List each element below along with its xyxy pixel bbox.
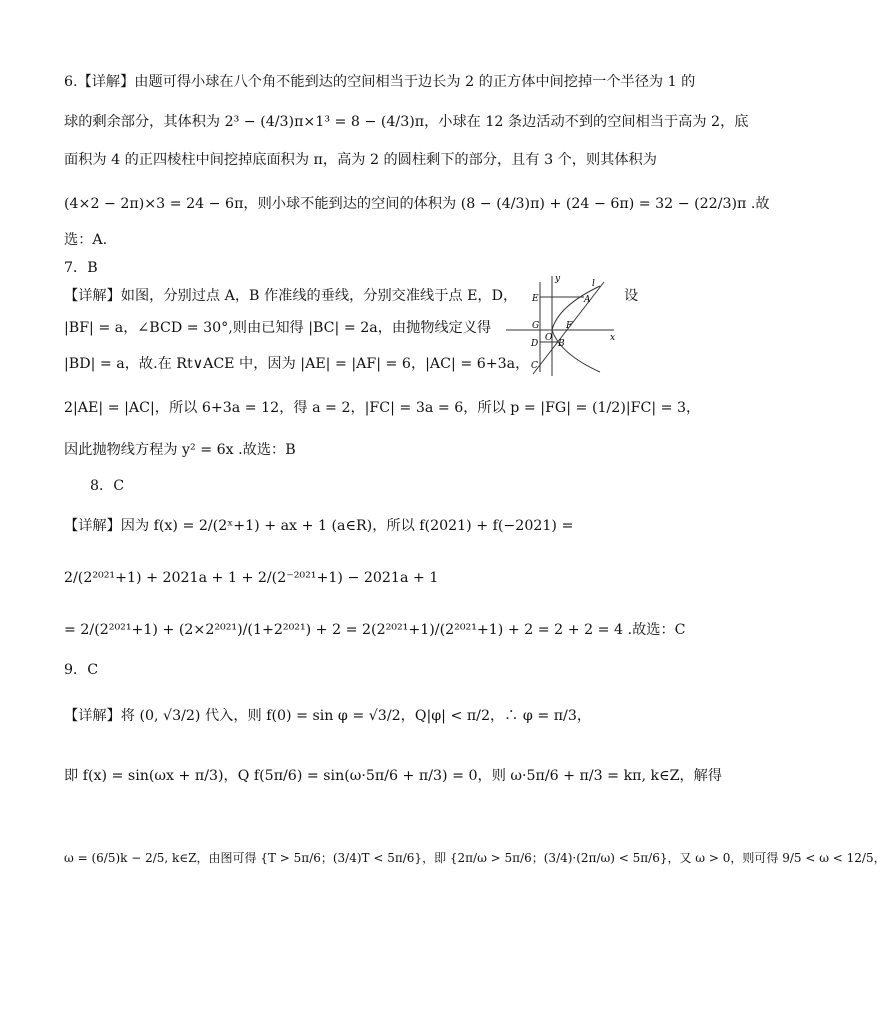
text-line-2: 球的剩余部分，其体积为 2³ − (4/3)π×1³ = 8 − (4/3)π，小球在 12 条边活动不到的空间相当于高为 2，底 bbox=[64, 114, 749, 130]
answer-8: 8．C bbox=[90, 478, 125, 494]
text-line-7: 【详解】如图，分别过点 A，B 作准线的垂线，分别交准线于点 E，D， bbox=[64, 288, 518, 304]
label-A: A bbox=[584, 295, 591, 305]
label-x: x bbox=[610, 333, 616, 343]
text-line-3: 面积为 4 的正四棱柱中间挖掉底面积为 π，高为 2 的圆柱剩下的部分，且有 3 个，则其体积为 bbox=[64, 152, 657, 168]
label-C: C bbox=[531, 361, 538, 371]
text-line-11: 因此抛物线方程为 y² = 6x .故选：B bbox=[64, 442, 296, 458]
answer-9: 9．C bbox=[64, 662, 99, 678]
text-line-1: 6.【详解】由题可得小球在八个角不能到达的空间相当于边长为 2 的正方体中间挖掉一个半径为 1 的 bbox=[64, 74, 696, 90]
label-G: G bbox=[532, 321, 540, 331]
text-line-17: 【详解】将 (0, √3/2) 代入，则 f(0) = sin φ = √3/2，Q|φ| < π/2，∴ φ = π/3， bbox=[64, 708, 592, 724]
figure-caption-word: 设 bbox=[624, 288, 639, 304]
text-line-18: 即 f(x) = sin(ωx + π/3)，Q f(5π/6) = sin(ω·5π/6 + π/3) = 0，则 ω·5π/6 + π/3 = kπ, k∈Z，解得 bbox=[64, 768, 723, 784]
label-l: l bbox=[592, 279, 595, 289]
text-line-9: |BD| = a，故.在 Rt∨ACE 中，因为 |AE| = |AF| = 6，|AC| = 6+3a， bbox=[64, 356, 530, 372]
text-line-4: (4×2 − 2π)×3 = 24 − 6π，则小球不能到达的空间的体积为 (8 − (4/3)π) + (24 − 6π) = 32 − (22/3)π .故 bbox=[64, 196, 770, 212]
label-D: D bbox=[531, 339, 539, 349]
text-line-8: |BF| = a，∠BCD = 30°,则由已知得 |BC| = 2a，由抛物线定义得 bbox=[64, 320, 492, 336]
text-line-19: ω = (6/5)k − 2/5, k∈Z，由图可得 {T > 5π/6；(3/4)T < 5π/6}，即 {2π/ω > 5π/6；(3/4)·(2π/ω) < 5π/6}，又 ω > 0，则可得 9/5 < ω < 12/5， bbox=[64, 851, 886, 865]
label-F: F bbox=[566, 321, 573, 331]
text-line-14: 2/(2²⁰²¹+1) + 2021a + 1 + 2/(2⁻²⁰²¹+1) − 2021a + 1 bbox=[64, 570, 439, 586]
label-O: O bbox=[545, 333, 553, 343]
text-line-5: 选：A. bbox=[64, 232, 108, 248]
text-line-15: = 2/(2²⁰²¹+1) + (2×2²⁰²¹)/(1+2²⁰²¹) + 2 = 2(2²⁰²¹+1)/(2²⁰²¹+1) + 2 = 2 + 2 = 4 .故选：C bbox=[64, 622, 686, 638]
text-line-13: 【详解】因为 f(x) = 2/(2ˣ+1) + ax + 1 (a∈R)，所以 f(2021) + f(−2021) = bbox=[64, 518, 574, 534]
answer-7: 7．B bbox=[64, 260, 98, 276]
parabola-curve bbox=[552, 286, 600, 372]
label-B: B bbox=[558, 339, 565, 349]
label-y: y bbox=[555, 274, 561, 284]
text-line-10: 2|AE| = |AC|，所以 6+3a = 12，得 a = 2，|FC| = 3a = 6，所以 p = |FG| = (1/2)|FC| = 3， bbox=[64, 400, 701, 416]
label-E: E bbox=[532, 294, 539, 304]
parabola-figure bbox=[500, 268, 620, 378]
